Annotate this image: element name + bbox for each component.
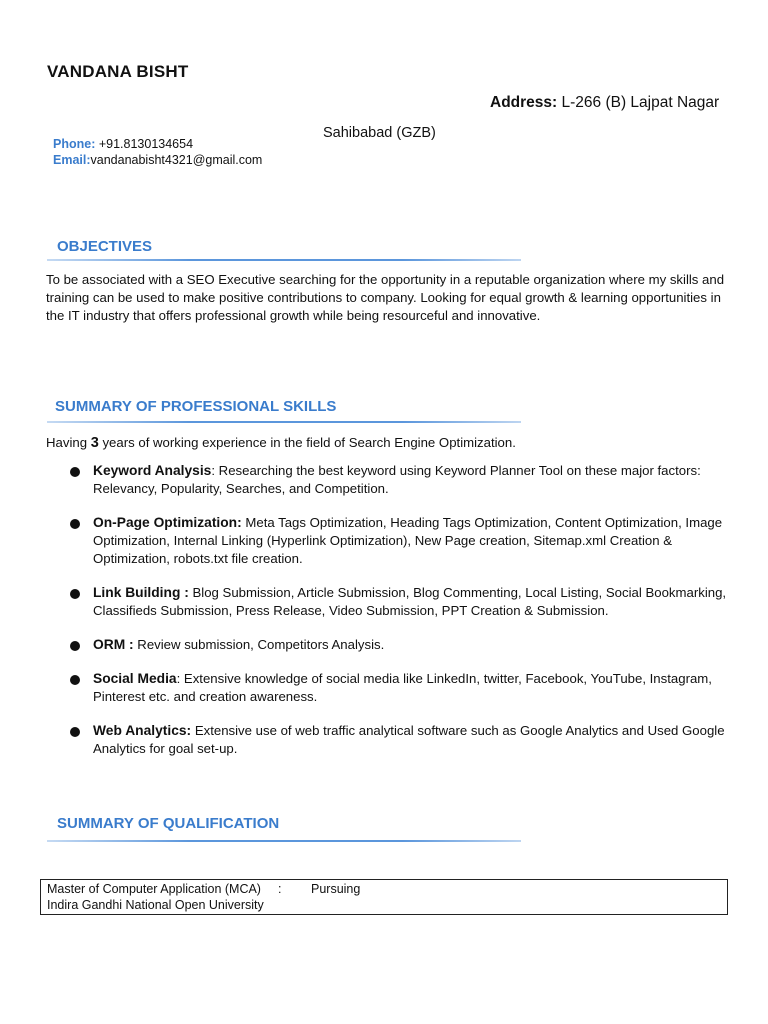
address-street: L-266 (B) Lajpat Nagar	[561, 94, 720, 111]
skills-list	[70, 462, 730, 758]
skills-divider	[47, 421, 521, 423]
qualification-university: Indira Gandhi National Open University	[47, 898, 264, 912]
candidate-name: VANDANA BISHT	[47, 62, 189, 81]
skill-separator: :	[211, 463, 219, 478]
skill-term: ORM :	[93, 637, 134, 652]
skill-item-link-building	[70, 584, 730, 636]
experience-years: 3	[90, 435, 99, 451]
bullet-icon	[70, 589, 80, 599]
address-line-2: Sahibabad (GZB)	[323, 125, 436, 141]
qualification-colon: :	[278, 882, 282, 896]
skill-description: Extensive use of web traffic analytical software such as Google Analytics and Used Google Analytics for goal set-up.	[93, 723, 725, 756]
skill-term: Link Building :	[93, 585, 189, 600]
bullet-icon	[70, 467, 80, 477]
skill-separator: :	[176, 671, 184, 686]
address-label: Address:	[490, 94, 558, 111]
email-label: Email:	[53, 153, 91, 167]
skill-item-orm	[70, 636, 730, 670]
skill-term: Web Analytics:	[93, 723, 192, 738]
skill-term: On-Page Optimization:	[93, 515, 242, 530]
qualification-divider	[47, 840, 521, 842]
skill-item-social-media	[70, 670, 730, 722]
skill-item-on-page-optimization	[70, 514, 730, 584]
skill-term: Social Media	[93, 671, 177, 686]
skill-item-web-analytics	[70, 722, 730, 758]
skills-heading: SUMMARY OF PROFESSIONAL SKILLS	[55, 398, 337, 415]
skills-intro-before: Having	[46, 435, 91, 450]
qualification-degree	[47, 881, 261, 897]
skill-description: Blog Submission, Article Submission, Blog Commenting, Local Listing, Social Bookmarking, Classifieds Submission, Press Release, Video Submission, PPT Creation & Submission.	[93, 585, 727, 618]
phone-label: Phone:	[53, 137, 96, 151]
qualification-heading: SUMMARY OF QUALIFICATION	[57, 815, 280, 832]
skill-item-keyword-analysis	[70, 462, 730, 514]
skills-intro	[46, 434, 736, 452]
objectives-heading: OBJECTIVES	[57, 238, 153, 255]
objectives-divider	[47, 259, 521, 261]
bullet-icon	[70, 727, 80, 737]
objectives-text: To be associated with a SEO Executive searching for the opportunity in a reputable organization where my skills and training can be used to make positive contributions to company. Looking for equal growth & learning opportunities in the IT industry that offers professional growth while being resourceful and innovative.	[46, 272, 725, 323]
degree-name: Master of Computer Application (MCA)	[47, 882, 261, 896]
skill-term: Keyword Analysis	[93, 463, 212, 478]
skill-description: Extensive knowledge of social media like LinkedIn, twitter, Facebook, YouTube, Instagram, Pinterest etc. and creation awareness.	[93, 671, 712, 704]
email-value: vandanabisht4321@gmail.com	[90, 153, 263, 167]
address-line-1	[490, 94, 719, 112]
qualification-status: Pursuing	[311, 882, 361, 896]
skill-description: Review submission, Competitors Analysis.	[137, 637, 385, 652]
bullet-icon	[70, 675, 80, 685]
bullet-icon	[70, 519, 80, 529]
email-row	[53, 153, 262, 167]
skill-description: Researching the best keyword using Keyword Planner Tool on these major factors: Relevancy, Popularity, Searches, and Competition.	[93, 463, 701, 496]
skill-description: Meta Tags Optimization, Heading Tags Optimization, Content Optimization, Image Optimization, Internal Linking (Hyperlink Optimization), New Page creation, Sitemap.xml Creation & Optimization, robots.txt file creation.	[93, 515, 723, 566]
phone-value: +91.8130134654	[98, 137, 194, 151]
bullet-icon	[70, 641, 80, 651]
qualification-table	[40, 879, 728, 915]
phone-row	[53, 137, 193, 151]
skills-intro-after: years of working experience in the field of Search Engine Optimization.	[98, 435, 516, 450]
